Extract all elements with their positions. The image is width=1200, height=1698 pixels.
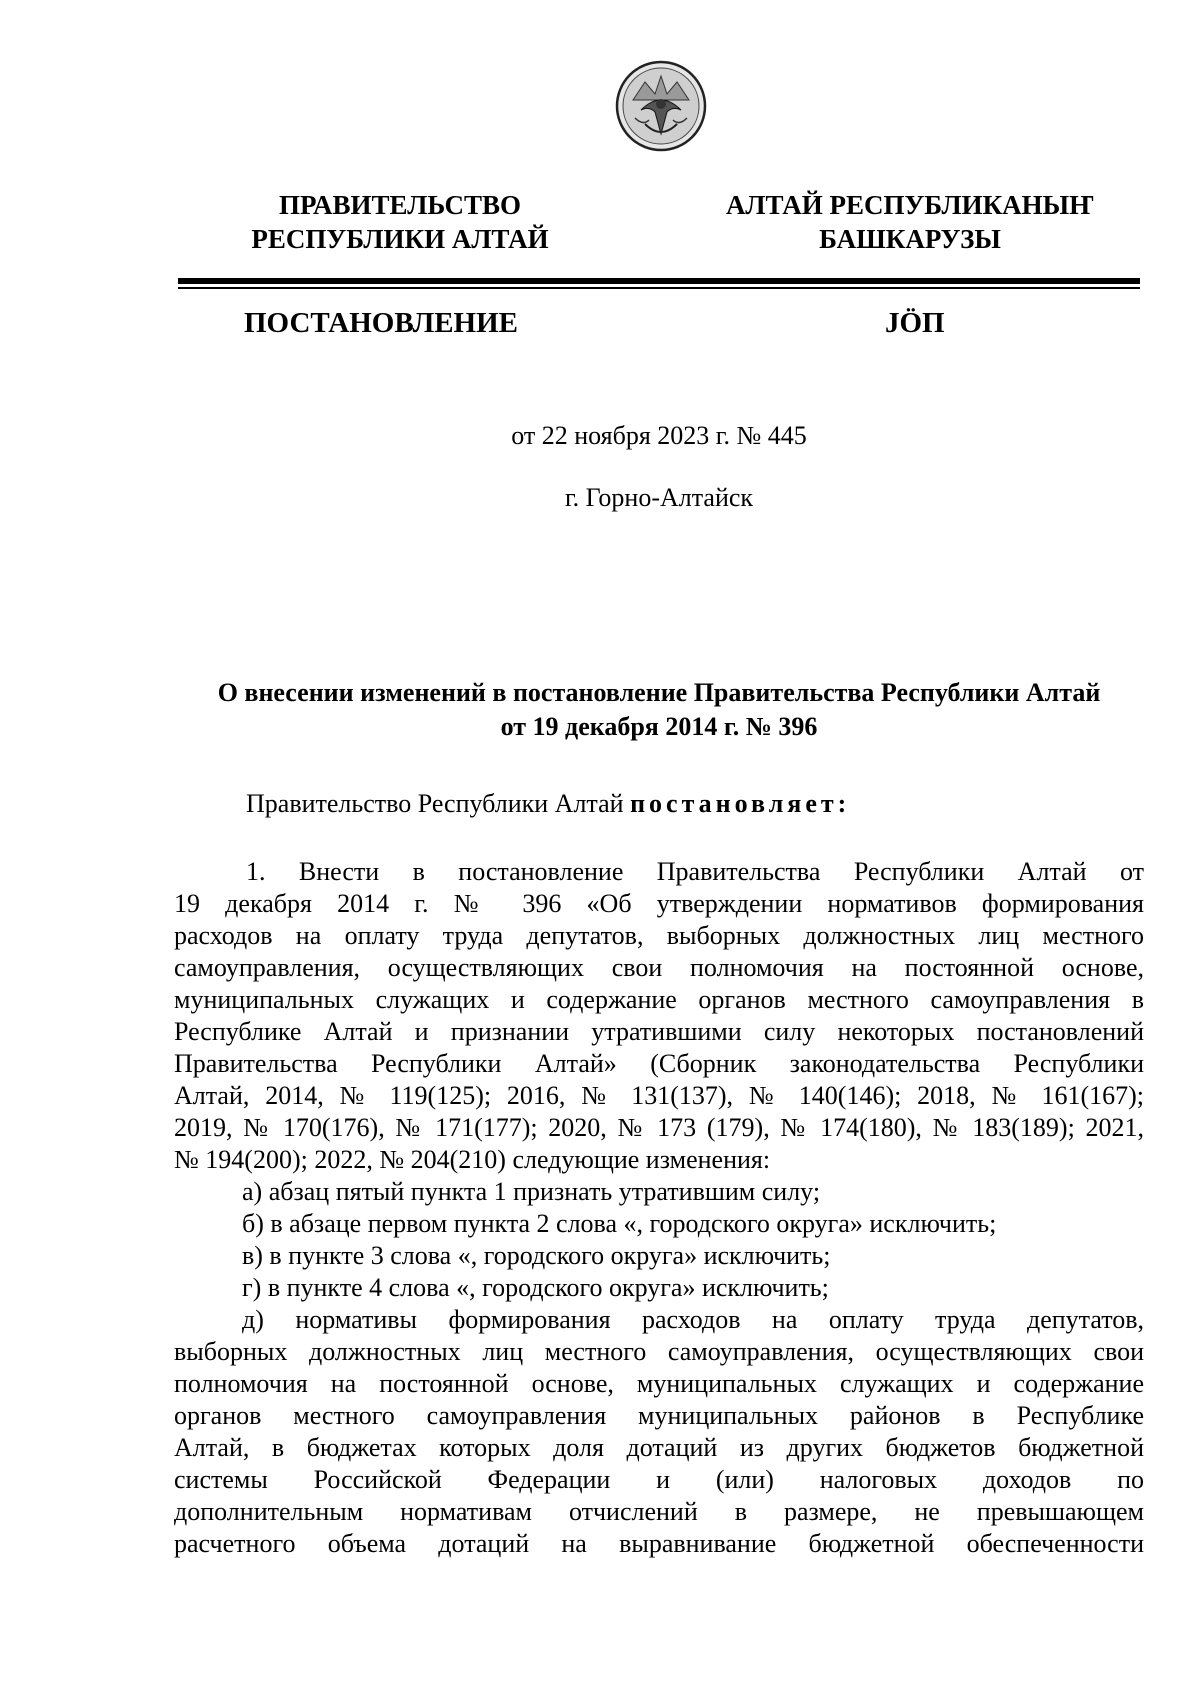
body-line: самоуправления, осуществляющих свои полномочия на постоянной основе,: [174, 953, 1144, 982]
body-line: № 194(200); 2022, № 204(210) следующие изменения:: [174, 1145, 771, 1174]
preamble-decree-verb: постановляет:: [630, 789, 851, 818]
preamble: [174, 788, 1144, 820]
body-line: Правительства Республики Алтай» (Сборник законодательства Республики: [174, 1049, 1144, 1078]
header-left-block: [190, 188, 610, 256]
list-item: в) в пункте 3 слова «, городского округа» исключить;: [242, 1241, 831, 1270]
doc-type-altai: JӦП: [885, 307, 945, 339]
body-line: муниципальных служащих и содержание органов местного самоуправления в: [174, 985, 1144, 1014]
body-line: Алтай, 2014, № 119(125); 2016, № 131(137), № 140(146); 2018, № 161(167);: [174, 1081, 1144, 1110]
header-left-line2: РЕСПУБЛИКИ АЛТАЙ: [251, 224, 549, 254]
body-line: Республике Алтай и признании утратившими силу некоторых постановлений: [174, 1017, 1144, 1046]
header-left-line1: ПРАВИТЕЛЬСТВО: [278, 190, 522, 220]
header-divider-thick: [178, 278, 1140, 284]
item-d-line: расчетного объема дотаций на выравнивание бюджетной обеспеченности: [174, 1529, 1144, 1558]
item-d-line: дополнительным нормативам отчислений в размере, не превышающем: [174, 1497, 1144, 1526]
document-body: [174, 788, 1144, 1560]
header-right-line1: АЛТАЙ РЕСПУБЛИКАНЫҤ: [725, 190, 1095, 220]
paragraph-gap: [174, 820, 1144, 856]
title-line-2: от 19 декабря 2014 г. № 396: [500, 712, 818, 741]
document-title: [178, 676, 1140, 744]
header-divider-thin: [178, 287, 1140, 289]
item-d-line: д) нормативы формирования расходов на оплату труда депутатов,: [242, 1305, 1144, 1334]
item-d-line: системы Российской Федерации и (или) налоговых доходов по: [174, 1465, 1144, 1494]
document-date-number: от 22 ноября 2023 г. № 445: [511, 421, 807, 450]
list-item: а) абзац пятый пункта 1 признать утратившим силу;: [242, 1177, 821, 1206]
item-d-line: Алтай, в бюджетах которых доля дотаций из других бюджетов бюджетной: [174, 1433, 1144, 1462]
document-city: г. Горно-Алтайск: [564, 483, 754, 512]
title-line-1: О внесении изменений в постановление Правительства Республики Алтай: [217, 678, 1101, 707]
list-item: б) в абзаце первом пункта 2 слова «, городского округа» исключить;: [242, 1209, 997, 1238]
body-line: расходов на оплату труда депутатов, выборных должностных лиц местного: [174, 921, 1144, 950]
item-d-line: выборных должностных лиц местного самоуправления, осуществляющих свои: [174, 1337, 1144, 1366]
header-right-block: [700, 188, 1120, 256]
body-line: 19 декабря 2014 г. № 396 «Об утверждении нормативов формирования: [174, 889, 1144, 918]
doc-type-russian: ПОСТАНОВЛЕНИЕ: [244, 307, 519, 339]
body-line: 1. Внести в постановление Правительства Республики Алтай от: [246, 857, 1144, 886]
body-line: 2019, № 170(176), № 171(177); 2020, № 173 (179), № 174(180), № 183(189); 2021,: [174, 1113, 1144, 1142]
header-right-line2: БАШКАРУЗЫ: [819, 224, 1001, 254]
list-item: г) в пункте 4 слова «, городского округа» исключить;: [242, 1273, 829, 1302]
preamble-text: Правительство Республики Алтай: [246, 789, 624, 818]
altai-republic-coat-of-arms-icon: [615, 60, 707, 152]
item-d-line: органов местного самоуправления муниципальных районов в Республике: [174, 1401, 1144, 1430]
item-d-line: полномочия на постоянной основе, муниципальных служащих и содержание: [174, 1369, 1144, 1398]
